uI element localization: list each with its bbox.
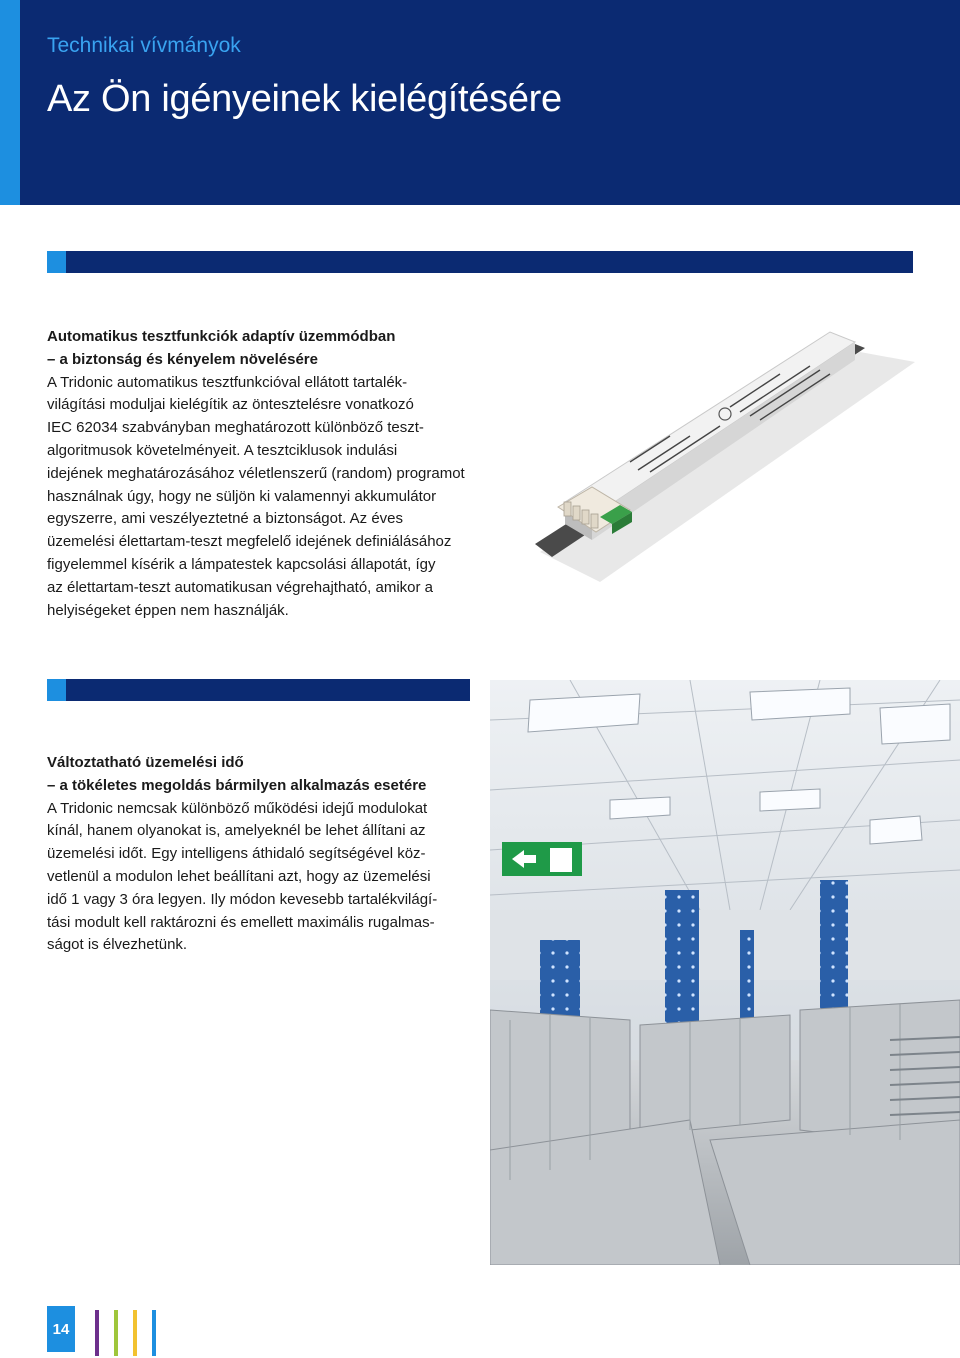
section-heading: Változtatható üzemelési idő: [47, 754, 244, 771]
section-subheading: – a biztonság és kényelem növelésére: [47, 350, 318, 368]
body-line: üzemelési élettartam-teszt megfelelő idejének definiálásához: [47, 533, 452, 551]
body-line: figyelemmel kísérik a lámpatestek kapcsolási állapotát, így: [47, 555, 436, 573]
body-line: idejének meghatározásához véletlenszerű (random) programot: [47, 464, 465, 482]
footer-color-bar: [95, 1310, 99, 1356]
header-accent-strip: [0, 0, 20, 205]
body-line: egyszerre, ami veszélyeztetné a biztonságot. Az éves: [47, 510, 404, 528]
divider-bar-top: [47, 251, 913, 273]
footer-color-bar: [133, 1310, 137, 1356]
section-variable-runtime: [47, 752, 477, 957]
page-title: Az Ön igényeinek kielégítésére: [47, 78, 562, 120]
body-line: világítási moduljai kielégítik az öntesztelésre vonatkozó: [47, 396, 414, 414]
body-line: idő 1 vagy 3 óra legyen. Ily módon kevesebb tartalékvilágí-: [47, 890, 438, 908]
body-line: tási modult kell raktározni és emellett maximális rugalmas-: [47, 913, 435, 931]
divider-bar-mid: [47, 679, 470, 701]
body-line: algoritmusok követelményeit. A tesztciklusok indulási: [47, 441, 398, 459]
page-number: 14: [47, 1306, 75, 1352]
header-banner: [0, 0, 960, 205]
body-line: A Tridonic automatikus tesztfunkcióval ellátott tartalék-: [47, 373, 408, 391]
body-line: az élettartam-teszt automatikusan végrehajtható, amikor a: [47, 578, 434, 596]
body-line: vetlenül a modulon lehet beállítani azt, hogy az üzemelési: [47, 867, 431, 885]
emergency-module-image: [520, 312, 920, 592]
footer-color-bar: [114, 1310, 118, 1356]
body-line: használnak úgy, hogy ne süljön ki valamennyi akkumulátor: [47, 487, 437, 505]
body-line: ságot is élvezhetünk.: [47, 936, 188, 954]
office-interior-photo: [490, 680, 960, 1265]
footer-color-bar: [152, 1310, 156, 1356]
body-line: A Tridonic nemcsak különböző működési idejű modulokat: [47, 799, 428, 817]
body-line: üzemelési időt. Egy intelligens áthidaló segítségével köz-: [47, 845, 426, 863]
section-heading: Automatikus tesztfunkciók adaptív üzemmódban: [47, 328, 396, 345]
body-line: IEC 62034 szabványban meghatározott különböző teszt-: [47, 419, 424, 437]
section-kicker: Technikai vívmányok: [47, 34, 241, 57]
section-adaptive-test: [47, 326, 507, 622]
body-line: kínál, hanem olyanokat is, amelyeknél be lehet állítani az: [47, 822, 426, 840]
body-line: helyiségeket éppen nem használják.: [47, 601, 289, 619]
section-subheading: – a tökéletes megoldás bármilyen alkalmazás esetére: [47, 776, 427, 794]
